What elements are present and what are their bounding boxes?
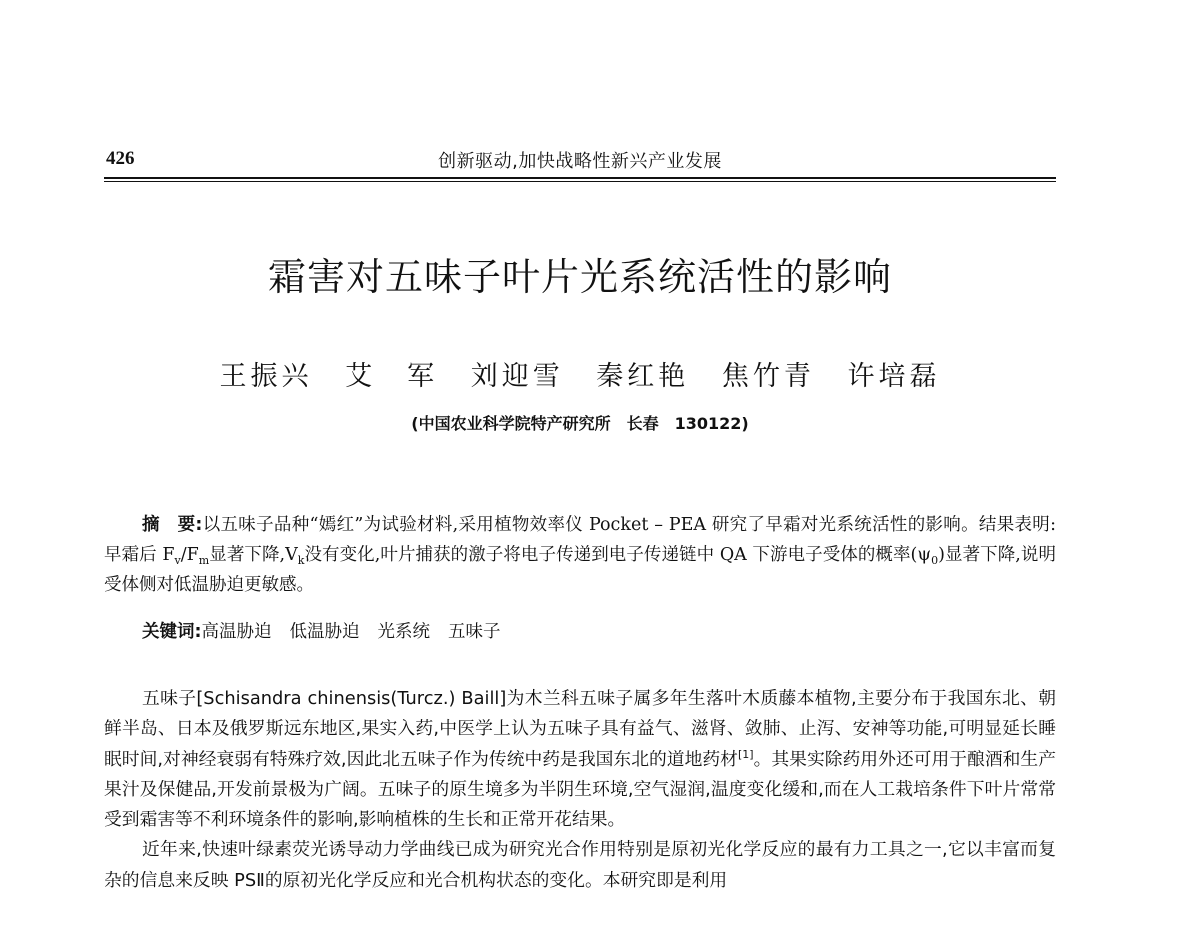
abstract — [104, 510, 1056, 600]
subscript: m — [198, 554, 210, 567]
author-name: 艾 军 — [345, 361, 439, 392]
author-name: 许培磊 — [847, 361, 941, 392]
paragraph-text: 。其果实除药用外还可用于酿酒和生产果汁及保健品,开发前景极为广阔。五味子的原生境多为半阴生环境,空气湿润,温度变化缓和,而在人工栽培条件下叶片常常受到霜害等不利环境条件的影响,影响植株的生长和正常开花结果。 — [104, 748, 1056, 831]
header-rule-thick — [104, 177, 1056, 179]
author-name: 秦红艳 — [596, 361, 690, 392]
abstract-text: /F — [180, 545, 199, 565]
keyword: 低温胁迫 — [289, 622, 360, 642]
article-title: 霜害对五味子叶片光系统活性的影响 — [267, 255, 892, 299]
page-number: 426 — [106, 148, 135, 169]
body-paragraph — [104, 684, 1056, 835]
affiliation: (中国农业科学院特产研究所 长春 130122) — [411, 414, 749, 433]
subscript: k — [297, 554, 305, 567]
subscript: v — [174, 554, 181, 567]
author-name: 焦竹青 — [721, 361, 815, 392]
citation-reference: [1] — [737, 747, 754, 761]
abstract-text: 没有变化,叶片捕获的激子将电子传递到电子传递链中 QA 下游电子受体的概率(ψ — [304, 545, 932, 565]
keyword: 五味子 — [448, 622, 501, 642]
keywords — [142, 617, 519, 647]
author-name: 刘迎雪 — [470, 361, 564, 392]
journal-title: 创新驱动,加快战略性新兴产业发展 — [438, 151, 722, 172]
abstract-text: 以五味子品种“嫣红”为试验材料,采用植物效率仪 Pocket – PEA 研究了早霜对光系统活性的影响。结果表明:早霜后 F — [104, 515, 1056, 565]
header-rule-thin — [104, 181, 1056, 182]
abstract-text: )显著下降,说明受体侧对低温胁迫更敏感。 — [104, 545, 1056, 595]
abstract-label: 摘 要: — [142, 515, 203, 535]
body-paragraph: 近年来,快速叶绿素荧光诱导动力学曲线已成为研究光合作用特别是原初光化学反应的最有力工具之一,它以丰富而复杂的信息来反映 PSⅡ的原初光化学反应和光合机构状态的变化。本研究即是利用 — [104, 839, 1056, 891]
subscript: 0 — [931, 554, 939, 567]
keyword: 高温胁迫 — [201, 622, 272, 642]
keyword: 光系统 — [377, 622, 430, 642]
paragraph-text: 五味子[Schisandra chinensis(Turcz.) Baill]为木兰科五味子属多年生落叶木质藤本植物,主要分布于我国东北、朝鲜半岛、日本及俄罗斯远东地区,果实入药,中医学上认为五味子具有益气、滋肾、敛肺、止泻、安神等功能,可明显延长睡眠时间,对神经衰弱有特殊疗效,因此北五味子作为传统中药是我国东北的道地药材 — [104, 688, 1056, 770]
author-list — [104, 354, 1056, 393]
abstract-text: 显著下降,V — [209, 545, 298, 565]
keywords-label: 关键词: — [142, 622, 202, 642]
body-text — [104, 684, 1056, 896]
running-header — [104, 138, 1056, 176]
author-name: 王振兴 — [219, 361, 313, 392]
